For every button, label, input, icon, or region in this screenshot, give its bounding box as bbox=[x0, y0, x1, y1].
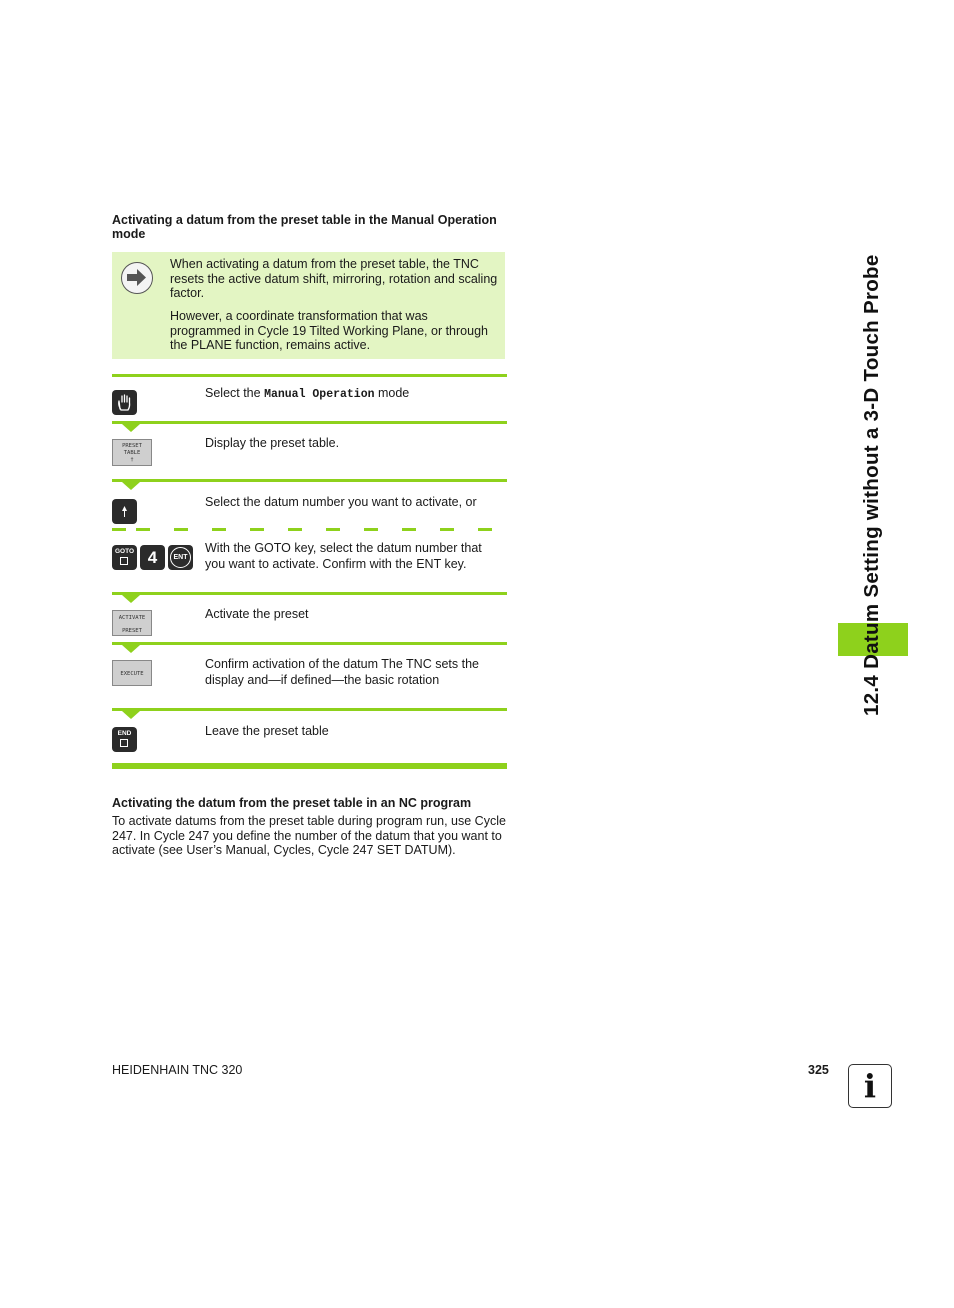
step-7-text: Leave the preset table bbox=[205, 724, 329, 738]
softkey-line: PRESET bbox=[122, 628, 142, 634]
end-key bbox=[112, 727, 137, 752]
preset-table-softkey bbox=[112, 439, 152, 466]
digit-4-key: 4 bbox=[140, 545, 165, 570]
step-4-text: With the GOTO key, select the datum number that you want to activate. Confirm with the ENT key. bbox=[205, 541, 482, 571]
dash bbox=[326, 528, 340, 531]
step-divider bbox=[112, 421, 507, 424]
ent-key bbox=[168, 545, 193, 570]
goto-key-label: GOTO bbox=[114, 548, 135, 555]
step-2-text: Display the preset table. bbox=[205, 436, 340, 450]
step-divider bbox=[112, 374, 507, 377]
arrow-up-key bbox=[112, 499, 137, 524]
step-1-text bbox=[205, 386, 505, 403]
dash bbox=[402, 528, 416, 531]
arrow-down-icon bbox=[122, 482, 140, 490]
page-number: 325 bbox=[808, 1063, 829, 1077]
dash bbox=[364, 528, 378, 531]
goto-key bbox=[112, 545, 137, 570]
arrow-right-icon bbox=[121, 262, 153, 294]
arrow-down-icon bbox=[122, 645, 140, 653]
section-heading-nc-program: Activating the datum from the preset table in an NC program bbox=[112, 796, 472, 810]
softkey-line: TABLE bbox=[123, 450, 141, 456]
arrow-down-icon bbox=[122, 711, 140, 719]
softkey-line: PRESET bbox=[122, 443, 142, 449]
step-3-text: Select the datum number you want to activate, or bbox=[205, 495, 477, 509]
step-1-suffix: mode bbox=[374, 386, 410, 400]
section-end-rule bbox=[112, 763, 507, 769]
step-divider bbox=[112, 479, 507, 482]
execute-softkey: EXECUTE bbox=[112, 660, 152, 686]
note-paragraph-2: However, a coordinate transformation that was programmed in Cycle 19 Tilted Working Plane, or through the PLANE function, remains active. bbox=[170, 309, 488, 352]
arrow-up-icon bbox=[112, 499, 137, 524]
section-heading-manual: Activating a datum from the preset table in the Manual Operation mode bbox=[112, 213, 497, 241]
square-icon bbox=[120, 739, 128, 747]
dash bbox=[288, 528, 302, 531]
arrow-down-icon bbox=[122, 424, 140, 432]
softkey-line: † bbox=[130, 457, 134, 463]
dash bbox=[174, 528, 188, 531]
activate-preset-softkey bbox=[112, 610, 152, 636]
nc-program-paragraph: To activate datums from the preset table during program run, use Cycle 247. In Cycle 247 you define the number of the datum that you want to activate (see User’s Manual, Cycles, Cycle 247 SET DATUM). bbox=[112, 814, 506, 857]
step-1-mode: Manual Operation bbox=[264, 388, 375, 401]
chapter-title: 12.4 Datum Setting without a 3-D Touch Probe bbox=[860, 254, 883, 716]
note-paragraph-1: When activating a datum from the preset table, the TNC resets the active datum shift, mirroring, rotation and scaling factor. bbox=[170, 257, 498, 300]
hand-icon bbox=[112, 390, 137, 415]
step-divider bbox=[112, 592, 507, 595]
manual-operation-key bbox=[112, 390, 137, 415]
step-divider bbox=[112, 708, 507, 711]
end-key-label: END bbox=[117, 730, 132, 737]
dash bbox=[112, 528, 126, 531]
square-icon bbox=[120, 557, 128, 565]
dash bbox=[212, 528, 226, 531]
dash bbox=[478, 528, 492, 531]
step-divider bbox=[112, 642, 507, 645]
step-5-text: Activate the preset bbox=[205, 607, 309, 621]
softkey-line: ACTIVATE bbox=[118, 615, 146, 621]
info-icon: i bbox=[848, 1064, 892, 1108]
dash bbox=[136, 528, 150, 531]
step-1-prefix: Select the bbox=[205, 386, 265, 400]
step-6-text: Confirm activation of the datum The TNC sets the display and—if defined—the basic rotation bbox=[205, 657, 479, 687]
ent-key-label: ENT bbox=[170, 547, 191, 568]
dash bbox=[440, 528, 454, 531]
arrow-down-icon bbox=[122, 595, 140, 603]
footer-manual-name: HEIDENHAIN TNC 320 bbox=[112, 1063, 243, 1077]
dash bbox=[250, 528, 264, 531]
